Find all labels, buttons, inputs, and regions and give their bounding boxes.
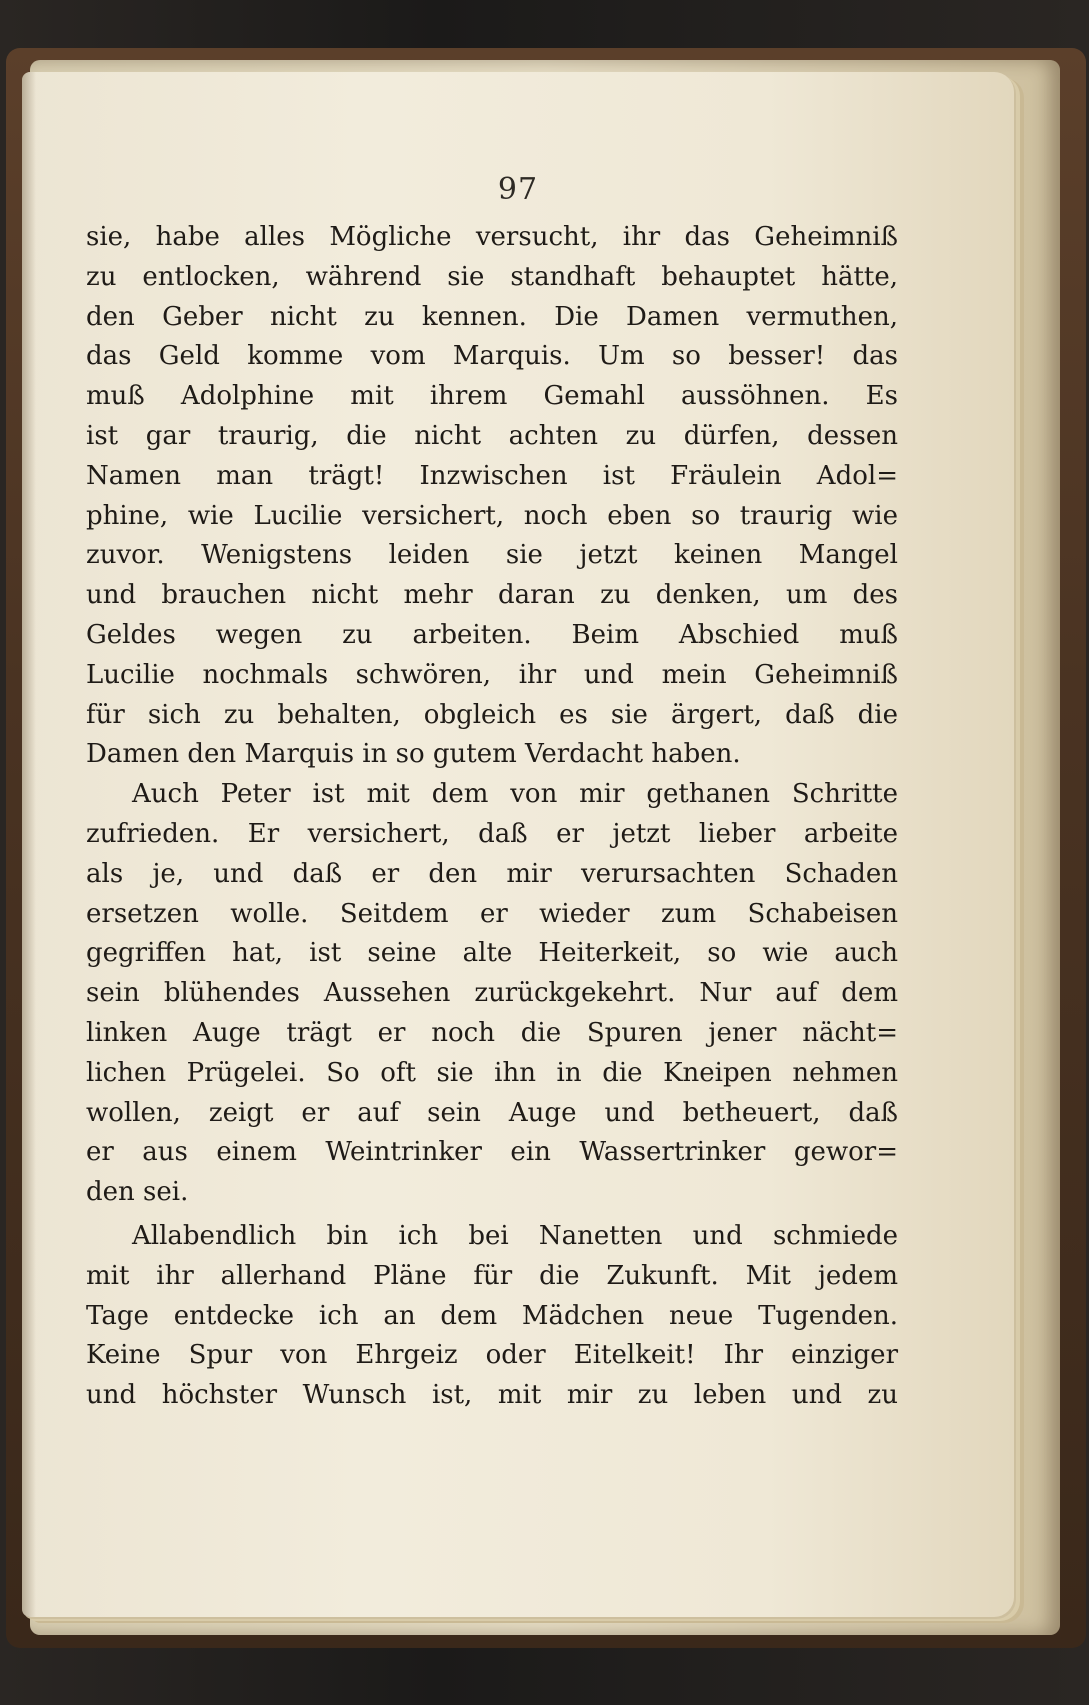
text-line: er aus einem Weintrinker ein Wassertrinker gewor= (86, 1137, 898, 1168)
text-line: mit ihr allerhand Pläne für die Zukunft. Mit jedem (86, 1260, 898, 1291)
text-line: zuvor. Wenigstens leiden sie jetzt keinen Mangel (86, 540, 898, 571)
text-line: als je, und daß er den mir verursachten Schaden (86, 858, 898, 889)
text-line: Keine Spur von Ehrgeiz oder Eitelkeit! Ihr einziger (86, 1340, 898, 1371)
text-line: den Geber nicht zu kennen. Die Damen vermuthen, (86, 301, 898, 332)
text-line: Damen den Marquis in so gutem Verdacht haben. (86, 739, 741, 770)
paragraph (86, 1217, 898, 1416)
book-page (22, 72, 1014, 1617)
text-line: linken Auge trägt er noch die Spuren jener nächt= (86, 1017, 898, 1048)
text-line: Auch Peter ist mit dem von mir gethanen Schritte (132, 779, 898, 810)
text-line: muß Adolphine mit ihrem Gemahl aussöhnen. Es (86, 381, 898, 412)
text-line: das Geld komme vom Marquis. Um so besser! das (86, 341, 898, 372)
text-line: und höchster Wunsch ist, mit mir zu leben und zu (86, 1380, 898, 1411)
text-line: für sich zu behalten, obgleich es sie ärgert, daß die (86, 699, 898, 730)
text-line: sein blühendes Aussehen zurückgekehrt. Nur auf dem (86, 978, 898, 1009)
text-line: Namen man trägt! Inzwischen ist Fräulein Adol= (86, 460, 898, 491)
text-line: Allabendlich bin ich bei Nanetten und schmiede (132, 1220, 898, 1251)
text-line: Tage entdecke ich an dem Mädchen neue Tugenden. (86, 1300, 898, 1331)
paragraph (86, 775, 898, 1213)
text-line: ist gar traurig, die nicht achten zu dürfen, dessen (86, 420, 898, 451)
body-text (86, 218, 898, 1416)
text-line: und brauchen nicht mehr daran zu denken, um des (86, 580, 898, 611)
paragraph (86, 218, 898, 775)
text-line: wollen, zeigt er auf sein Auge und betheuert, daß (86, 1097, 898, 1128)
text-line: zufrieden. Er versichert, daß er jetzt lieber arbeite (86, 818, 898, 849)
text-line: lichen Prügelei. So oft sie ihn in die Kneipen nehmen (86, 1057, 898, 1088)
text-line: Lucilie nochmals schwören, ihr und mein Geheimniß (86, 659, 898, 690)
text-line: Geldes wegen zu arbeiten. Beim Abschied muß (86, 619, 898, 650)
text-line: ersetzen wolle. Seitdem er wieder zum Schabeisen (86, 898, 898, 929)
text-line: sie, habe alles Mögliche versucht, ihr das Geheimniß (86, 222, 898, 252)
text-line: phine, wie Lucilie versichert, noch eben so traurig wie (86, 500, 898, 531)
text-line: gegriffen hat, ist seine alte Heiterkeit, so wie auch (86, 938, 898, 969)
page-number: 97 (497, 172, 539, 207)
text-line: zu entlocken, während sie standhaft behauptet hätte, (86, 261, 898, 292)
text-line: den sei. (86, 1177, 189, 1208)
